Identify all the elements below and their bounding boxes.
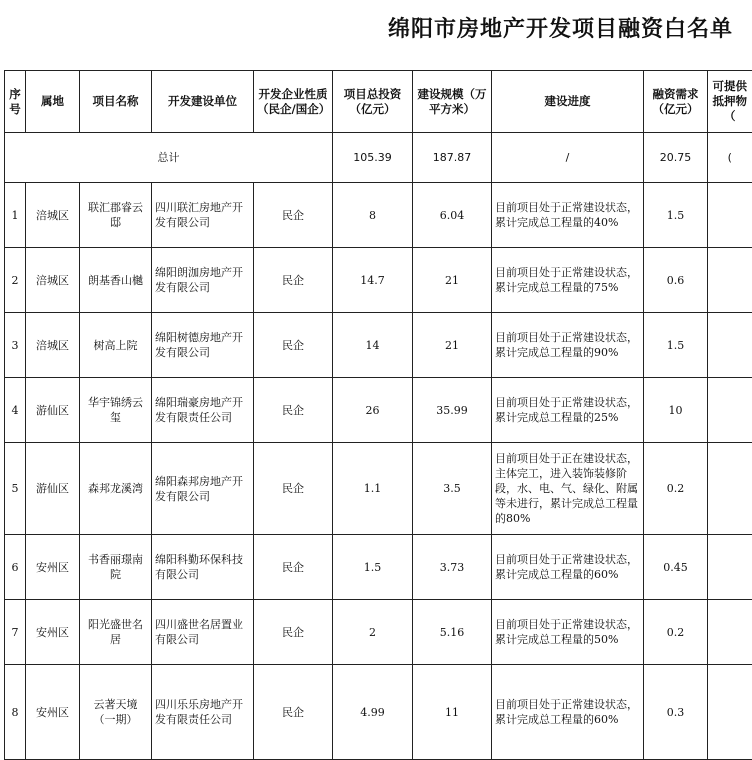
total-row: [5, 133, 752, 183]
cell-financing: 0.6: [644, 248, 708, 313]
cell-district: 涪城区: [26, 183, 80, 248]
cell-project: 朗基香山樾: [80, 248, 152, 313]
cell-progress: 目前项目处于正常建设状态，累计完成总工程量的90%: [492, 313, 644, 378]
cell-project: 阳光盛世名居: [80, 600, 152, 665]
cell-extra: [708, 665, 752, 760]
cell-seq: 4: [5, 378, 26, 443]
cell-financing: 0.45: [644, 535, 708, 600]
cell-district: 游仙区: [26, 378, 80, 443]
cell-financing: 0.2: [644, 443, 708, 535]
table-row: [5, 535, 752, 600]
header-developer: 开发建设单位: [152, 71, 254, 133]
cell-investment: 4.99: [333, 665, 413, 760]
whitelist-table: [4, 70, 752, 760]
cell-developer: 四川盛世名居置业有限公司: [152, 600, 254, 665]
cell-investment: 26: [333, 378, 413, 443]
cell-seq: 7: [5, 600, 26, 665]
table-row: [5, 248, 752, 313]
cell-financing: 1.5: [644, 183, 708, 248]
cell-scale: 3.5: [413, 443, 492, 535]
header-progress: 建设进度: [492, 71, 644, 133]
cell-developer: 绵阳朗泇房地产开发有限公司: [152, 248, 254, 313]
cell-investment: 1.5: [333, 535, 413, 600]
cell-extra: [708, 600, 752, 665]
cell-progress: 目前项目处于正常建设状态，累计完成总工程量的60%: [492, 535, 644, 600]
cell-progress: 目前项目处于正在建设状态，主体完工，进入装饰装修阶段，水、电、气、绿化、附属等未进行，累计完成总工程量的80%: [492, 443, 644, 535]
cell-district: 安州区: [26, 665, 80, 760]
header-nature: 开发企业性质（民企/国企）: [254, 71, 333, 133]
cell-progress: 目前项目处于正常建设状态，累计完成总工程量的40%: [492, 183, 644, 248]
cell-developer: 绵阳树德房地产开发有限公司: [152, 313, 254, 378]
cell-developer: 四川乐乐房地产开发有限责任公司: [152, 665, 254, 760]
cell-progress: 目前项目处于正常建设状态，累计完成总工程量的75%: [492, 248, 644, 313]
cell-scale: 11: [413, 665, 492, 760]
cell-scale: 21: [413, 313, 492, 378]
header-scale: 建设规模（万平方米）: [413, 71, 492, 133]
cell-scale: 21: [413, 248, 492, 313]
cell-nature: 民企: [254, 183, 333, 248]
cell-project: 云著天境（一期）: [80, 665, 152, 760]
cell-financing: 0.2: [644, 600, 708, 665]
cell-district: 涪城区: [26, 313, 80, 378]
cell-seq: 2: [5, 248, 26, 313]
cell-nature: 民企: [254, 535, 333, 600]
total-investment: 105.39: [333, 133, 413, 183]
cell-financing: 10: [644, 378, 708, 443]
cell-progress: 目前项目处于正常建设状态，累计完成总工程量的50%: [492, 600, 644, 665]
cell-nature: 民企: [254, 313, 333, 378]
cell-scale: 3.73: [413, 535, 492, 600]
total-label: 总计: [5, 133, 333, 183]
header-investment: 项目总投资（亿元）: [333, 71, 413, 133]
table-header-row: [5, 71, 752, 133]
total-extra: (: [708, 133, 752, 183]
table-row: [5, 600, 752, 665]
cell-developer: 绵阳科勤环保科技有限公司: [152, 535, 254, 600]
cell-district: 游仙区: [26, 443, 80, 535]
cell-seq: 1: [5, 183, 26, 248]
header-district: 属地: [26, 71, 80, 133]
cell-seq: 8: [5, 665, 26, 760]
cell-investment: 8: [333, 183, 413, 248]
cell-project: 树高上院: [80, 313, 152, 378]
header-financing: 融资需求（亿元）: [644, 71, 708, 133]
cell-developer: 绵阳瑞豪房地产开发有限责任公司: [152, 378, 254, 443]
cell-scale: 35.99: [413, 378, 492, 443]
cell-financing: 1.5: [644, 313, 708, 378]
cell-district: 安州区: [26, 600, 80, 665]
cell-investment: 2: [333, 600, 413, 665]
table-row: [5, 665, 752, 760]
table-row: [5, 443, 752, 535]
cell-nature: 民企: [254, 443, 333, 535]
cell-nature: 民企: [254, 600, 333, 665]
cell-seq: 5: [5, 443, 26, 535]
cell-scale: 5.16: [413, 600, 492, 665]
cell-extra: [708, 535, 752, 600]
header-seq: 序号: [5, 71, 26, 133]
cell-extra: [708, 443, 752, 535]
cell-seq: 3: [5, 313, 26, 378]
cell-project: 联汇郡睿云邸: [80, 183, 152, 248]
cell-district: 涪城区: [26, 248, 80, 313]
cell-extra: [708, 378, 752, 443]
table-row: [5, 183, 752, 248]
cell-developer: 绵阳森邦房地产开发有限公司: [152, 443, 254, 535]
cell-developer: 四川联汇房地产开发有限公司: [152, 183, 254, 248]
cell-district: 安州区: [26, 535, 80, 600]
total-progress: /: [492, 133, 644, 183]
cell-investment: 14.7: [333, 248, 413, 313]
cell-extra: [708, 248, 752, 313]
total-financing: 20.75: [644, 133, 708, 183]
cell-scale: 6.04: [413, 183, 492, 248]
cell-extra: [708, 313, 752, 378]
table-row: [5, 378, 752, 443]
cell-project: 森邦龙溪湾: [80, 443, 152, 535]
cell-investment: 14: [333, 313, 413, 378]
document-title: 绵阳市房地产开发项目融资白名单: [388, 16, 734, 42]
cell-progress: 目前项目处于正常建设状态，累计完成总工程量的25%: [492, 378, 644, 443]
header-extra: 可提供抵押物（: [708, 71, 752, 133]
table-row: [5, 313, 752, 378]
total-scale: 187.87: [413, 133, 492, 183]
cell-nature: 民企: [254, 378, 333, 443]
cell-project: 书香丽璟南院: [80, 535, 152, 600]
cell-nature: 民企: [254, 248, 333, 313]
cell-project: 华宇锦绣云玺: [80, 378, 152, 443]
header-project: 项目名称: [80, 71, 152, 133]
cell-nature: 民企: [254, 665, 333, 760]
cell-investment: 1.1: [333, 443, 413, 535]
cell-seq: 6: [5, 535, 26, 600]
cell-progress: 目前项目处于正常建设状态，累计完成总工程量的60%: [492, 665, 644, 760]
cell-extra: [708, 183, 752, 248]
cell-financing: 0.3: [644, 665, 708, 760]
